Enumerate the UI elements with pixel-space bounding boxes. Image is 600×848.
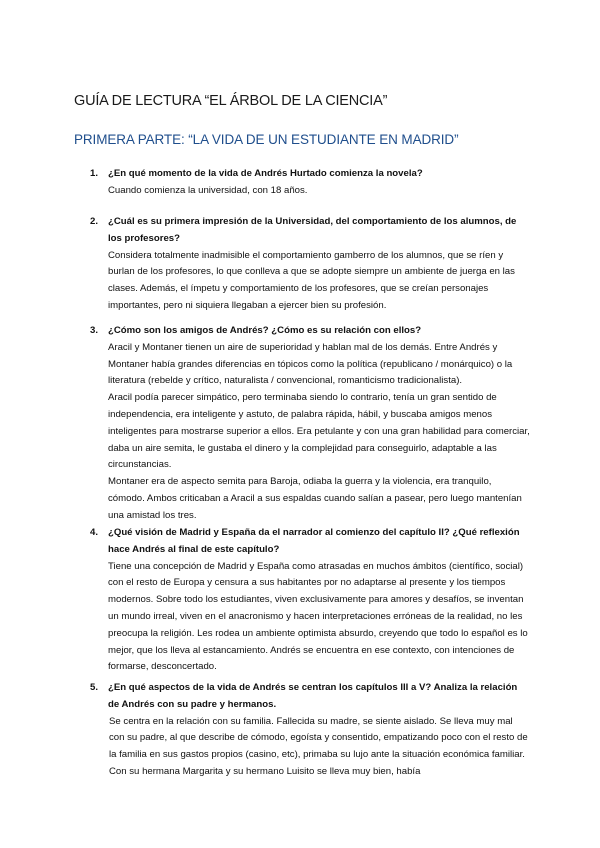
question-number: 1. (90, 168, 99, 179)
question-text: ¿En qué momento de la vida de Andrés Hurtado comienza la novela? (108, 168, 423, 179)
answer-paragraph: Considera totalmente inadmisible el comportamiento gamberro de los alumnos, que se ríen y burlan de los profesores, lo que conlleva a que se adopte siempre un ambiente de juerga en las clases. Además, el ímpetu y comportamiento de los profesores, que se creían personajes importantes, pero ni siquiera llegaban a ejercer bien su profesión. (108, 249, 515, 311)
question-number: 5. (90, 682, 99, 693)
answer-text (108, 559, 530, 677)
answer-paragraph: Tiene una concepción de Madrid y España como atrasadas en muchos ámbitos (científico, social) con el resto de Europa y censura a sus habitantes por no adaptarse al presente y los tiempos modernos. Sobre todo los estudiantes, viven exclusivamente para amores y desafíos, se inventan un mundo irreal, viven en el anacronismo y hacen interpretaciones erróneas de la realidad, no les preocupa la religión. Les rodea un ambiente optimista absurdo, creyendo que todo lo español es lo mejor, que los lleva al estancamiento. Andrés se encuentra en ese contexto, con intenciones de formarse, desconcertado. (108, 560, 528, 673)
answer-paragraph: Aracil podía parecer simpático, pero terminaba siendo lo contrario, tenía un gran sentido de independencia, era inteligente y astuto, de palabra rápida, hábil, y buscaba amigos menos inteligentes para mostrarse superior a ellos. Era petulante y con una gran habilidad para comerciar, daba un aire semita, le gustaba el dinero y la complejidad para conseguirlo, adaptable a las circunstancias. (108, 392, 530, 471)
question-number: 2. (90, 216, 99, 227)
answer-text (108, 340, 530, 525)
question-text: ¿Cuál es su primera impresión de la Universidad, del comportamiento de los alumnos, de los profesores? (108, 216, 517, 244)
answer-text (108, 183, 530, 200)
section-heading: PRIMERA PARTE: “LA VIDA DE UN ESTUDIANTE EN MADRID” (74, 132, 459, 147)
question-number: 3. (90, 325, 99, 336)
question-text: ¿En qué aspectos de la vida de Andrés se centran los capítulos III a V? Analiza la relación de Andrés con su padre y hermanos. (108, 682, 518, 710)
question-item-5 (90, 680, 530, 781)
answer-text (108, 248, 530, 315)
answer-paragraph: Montaner era de aspecto semita para Baroja, odiaba la guerra y la violencia, era tranquilo, cómodo. Ambos criticaban a Aracil a sus espaldas cuando salían a pasear, pero luego mantenían una amistad los tres. (108, 476, 522, 521)
document-title: GUÍA DE LECTURA “EL ÁRBOL DE LA CIENCIA” (74, 93, 388, 109)
question-text: ¿Qué visión de Madrid y España da el narrador al comienzo del capítulo II? ¿Qué reflexión hace Andrés al final de este capítulo? (108, 527, 520, 555)
question-item-3 (90, 323, 530, 525)
question-item-1 (90, 166, 530, 200)
answer-paragraph: Aracil y Montaner tienen un aire de superioridad y hablan mal de los demás. Entre Andrés y Montaner había grandes diferencias en tópicos como la política (republicano / monárquico) o la literatura (rebelde y crítico, naturalista / convencional, romanticismo tradicionalista). (108, 341, 513, 387)
answer-paragraph: Cuando comienza la universidad, con 18 años. (108, 184, 308, 196)
answer-text (109, 714, 530, 781)
question-text: ¿Cómo son los amigos de Andrés? ¿Cómo es su relación con ellos? (108, 325, 422, 336)
answer-paragraph: Se centra en la relación con su familia. Fallecida su madre, se siente aislado. Se lleva muy mal con su padre, al que describe de cómodo, egoísta y consentido, empatizando poco con el resto de la familia en sus gastos propios (casino, etc), primaba su lujo ante la situación económica familiar. Con su hermana Margarita y su hermano Luisito se lleva muy bien, había (109, 715, 528, 777)
question-number: 4. (90, 527, 99, 538)
question-item-4 (90, 525, 530, 676)
question-item-2 (90, 214, 530, 315)
